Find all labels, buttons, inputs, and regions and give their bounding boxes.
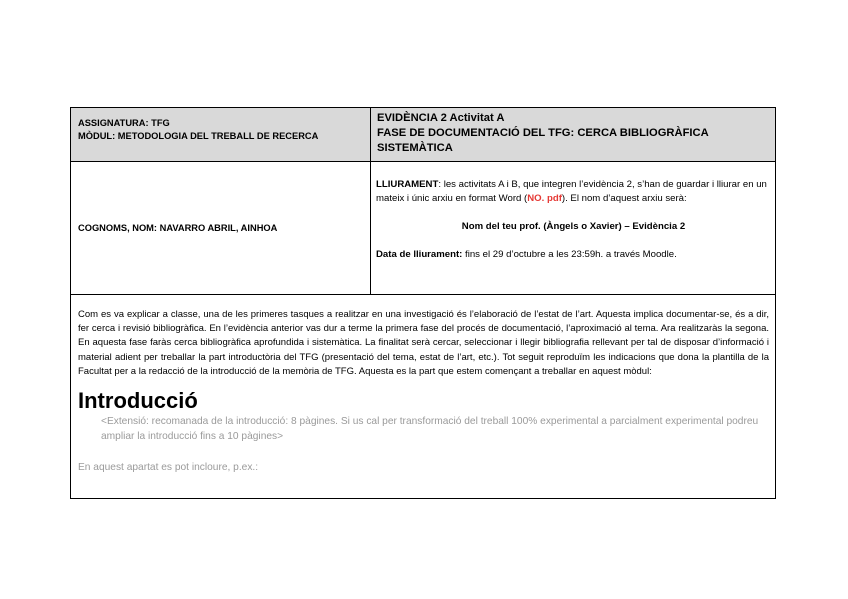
date-label: Data de lliurament: [376,249,463,260]
subject-cell [71,108,371,162]
extension-note: <Extensió: recomanada de la introducció: 8 pàgines. Si us cal per transformació del treball 100% experimental a parcialment experimental podreu ampliar la introducció fins a 10 pàgines> [101,416,759,443]
delivery-cell [371,162,776,295]
header-row [71,108,776,162]
delivery-label: LLIURAMENT [376,179,439,190]
delivery-date [376,248,771,262]
module-label: MÒDUL: METODOLOGIA DEL TREBALL DE RECERCA [78,131,319,141]
evidence-title-cell [371,108,776,162]
no-pdf-note: NO. pdf [527,193,562,204]
delivery-text-before: : les activitats A i B, que integren l’evidència 2, s’han de guardar i lliurar en un mateix i únic arxiu en format Word ( [376,179,767,204]
intro-heading: Introducció [78,388,198,414]
content-note: En aquest apartat es pot incloure, p.ex.: [78,462,259,474]
body-paragraph: Com es va explicar a classe, una de les primeres tasques a realitzar en una investigació és l’elaboració de l’estat de l’art. Aquesta implica documentar-se, és a dir, fer cerca i revisió bibliogràfica. En l’evidència anterior vas dur a terme la primera fase del procés de documentació, l’aproximació al tema. Ara realitzaràs la segona. En aquesta fase faràs cerca bibliogràfica aprofundida i sistemàtica. La finalitat serà cercar, seleccionar i llegir bibliografia rellevant per tal de disposar d’informació i material adient per treballar la part introductòria del TFG (presentació del tema, estat de l’art, etc.). Tot seguit reproduïm les indicacions que dona la plantilla de la Facultat per a la redacció de la introducció de la memòria de TFG. Aquesta es la part que estem començant a treballar en aquest mòdul: [78,309,769,377]
student-name: COGNOMS, NOM: NAVARRO ABRIL, AINHOA [78,223,278,233]
date-text: fins el 29 d’octubre a les 23:59h. a través Moodle. [462,249,677,260]
body-row [71,295,776,499]
delivery-instructions [376,178,771,206]
student-cell [71,162,371,295]
delivery-text-after: ). El nom d’aquest arxiu serà: [561,193,687,204]
assignment-table [70,107,776,499]
body-cell [71,295,776,499]
filename-format: Nom del teu prof. (Àngels o Xavier) – Evidència 2 [461,221,686,232]
evidence-title: EVIDÈNCIA 2 Activitat A [377,112,505,124]
info-row [71,162,776,295]
subject-label: ASSIGNATURA: TFG [78,118,170,128]
phase-title: FASE DE DOCUMENTACIÓ DEL TFG: CERCA BIBLIOGRÀFICA SISTEMÀTICA [377,127,709,154]
